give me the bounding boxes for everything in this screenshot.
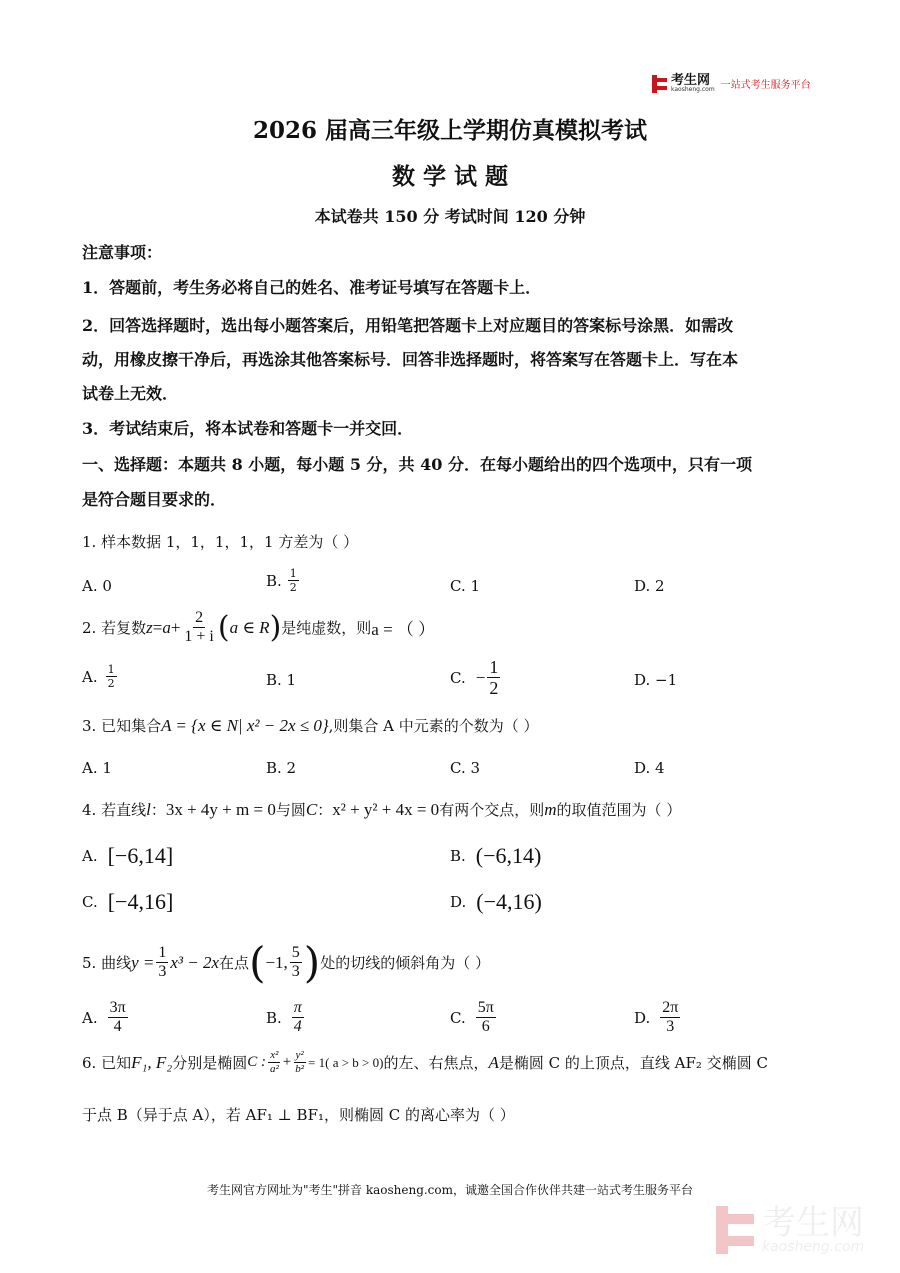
q5-option-a: A. $\frac{3\pi}{4}$ bbox=[82, 999, 126, 1035]
section-1-line1: 一、选择题：本题共 8 小题，每小题 5 分，共 40 分．在每小题给出的四个选项中，只有一项 bbox=[82, 455, 752, 474]
q6-line2: 于点 B（异于点 A），若 AF₁ ⊥ BF₁，则椭圆 C 的离心率为（ ） bbox=[82, 1106, 515, 1124]
q4-option-c: C. [−4,16] bbox=[82, 889, 174, 914]
exam-title: 2026 届高三年级上学期仿真模拟考试 bbox=[252, 117, 648, 144]
q5-option-c: C. $\frac{5\pi}{6}$ bbox=[450, 999, 494, 1035]
q3-option-c: C. 3 bbox=[450, 759, 481, 777]
logo-name: 考生网 bbox=[671, 73, 711, 88]
note-1: 1．答题前，考生务必将自己的姓名、准考证号填写在答题卡上． bbox=[82, 278, 542, 297]
logo-domain: kaosheng.com bbox=[671, 86, 715, 93]
note-2-line1: 2．回答选择题时，选出每小题答案后，用铅笔把答题卡上对应题目的答案标号涂黑．如需改 bbox=[82, 316, 734, 335]
logo-slogan: 一站式考生服务平台 bbox=[720, 80, 811, 91]
kaosheng-logo-icon bbox=[652, 75, 668, 93]
q3-option-d: D. 4 bbox=[634, 759, 665, 777]
q4-option-a: A. [−6,14] bbox=[82, 843, 174, 868]
q3-option-b: B. 2 bbox=[266, 759, 297, 777]
q6-line1: 6. 已知 F₁, F₂ 分别是椭圆 C : $\frac{\text{x²}}{\text{a²}}$ + $\frac{\text{y²}}{\text{b²}}$ = 1( a > b > 0) 的左、右焦点， A 是椭圆 C 的上顶点，直线 AF₂ 交椭圆 C bbox=[82, 1049, 768, 1075]
note-3: 3．考试结束后，将本试卷和答题卡一并交回． bbox=[82, 419, 414, 438]
q2-option-c: C. − $\frac{1}{2}$ bbox=[450, 657, 499, 698]
q2-option-b: B. 1 bbox=[266, 671, 297, 689]
q5-option-b: B. $\frac{\pi}{4}$ bbox=[266, 999, 302, 1035]
q2-option-d: D. −1 bbox=[634, 671, 678, 689]
q3-option-a: A. 1 bbox=[82, 759, 112, 777]
section-1-line2: 是符合题目要求的． bbox=[82, 490, 227, 509]
q1-option-d: D. 2 bbox=[634, 577, 665, 595]
q4-option-d: D. (−4,16) bbox=[450, 889, 542, 914]
exam-info: 本试卷共 150 分 考试时间 120 分钟 bbox=[314, 207, 586, 226]
watermark bbox=[716, 1203, 865, 1255]
q2-stem: 2. 若复数 z = a + $\frac{2}{1 + i}$ ( a ∈ R ) 是纯虚数，则 a = （ ） bbox=[82, 609, 436, 645]
q2-option-a: A. $\frac{1}{2}$ bbox=[82, 663, 115, 690]
q1-option-a: A. 0 bbox=[82, 577, 112, 595]
watermark-domain: kaosheng.com bbox=[762, 1239, 865, 1255]
q1-option-c: C. 1 bbox=[450, 577, 481, 595]
q3-stem: 3. 已知集合 A = {x ∈ N| x² − 2x ≤ 0} ,则集合 A 中元素的个数为（ ） bbox=[82, 715, 539, 735]
footer-text: 考生网官方网址为"考生"拼音 kaosheng.com，诚邀全国合作伙伴共建一站式考生服务平台 bbox=[206, 1183, 694, 1197]
q4-option-b: B. (−6,14) bbox=[450, 843, 542, 868]
note-2-line2: 动，用橡皮擦干净后，再选涂其他答案标号．回答非选择题时，将答案写在答题卡上．写在本 bbox=[82, 350, 739, 369]
notes-heading: 注意事项： bbox=[82, 243, 163, 262]
note-2-line3: 试卷上无效． bbox=[82, 384, 179, 403]
subject-title: 数 学 试 题 bbox=[391, 163, 509, 190]
watermark-logo-icon bbox=[716, 1206, 756, 1254]
q1-stem: 1. 样本数据 1，1，1，1，1 方差为（ ） bbox=[82, 533, 359, 551]
watermark-text: 考生网 bbox=[762, 1203, 864, 1243]
header-logo[interactable] bbox=[652, 74, 811, 93]
q4-stem: 4. 若直线 l ： 3x + 4y + m = 0 与圆 C ： x² + y² + 4x = 0 有两个交点，则 m 的取值范围为（ ） bbox=[82, 799, 682, 819]
q1-option-b: B. $\frac{1}{2}$ bbox=[266, 567, 297, 594]
q5-stem: 5. 曲线 y = $\frac{1}{3}$ x³ − 2x 在点 ( −1, $\frac{5}{3}$ ) 处的切线的倾斜角为（ ） bbox=[82, 938, 490, 987]
q5-option-d: D. $\frac{2\pi}{3}$ bbox=[634, 999, 679, 1035]
